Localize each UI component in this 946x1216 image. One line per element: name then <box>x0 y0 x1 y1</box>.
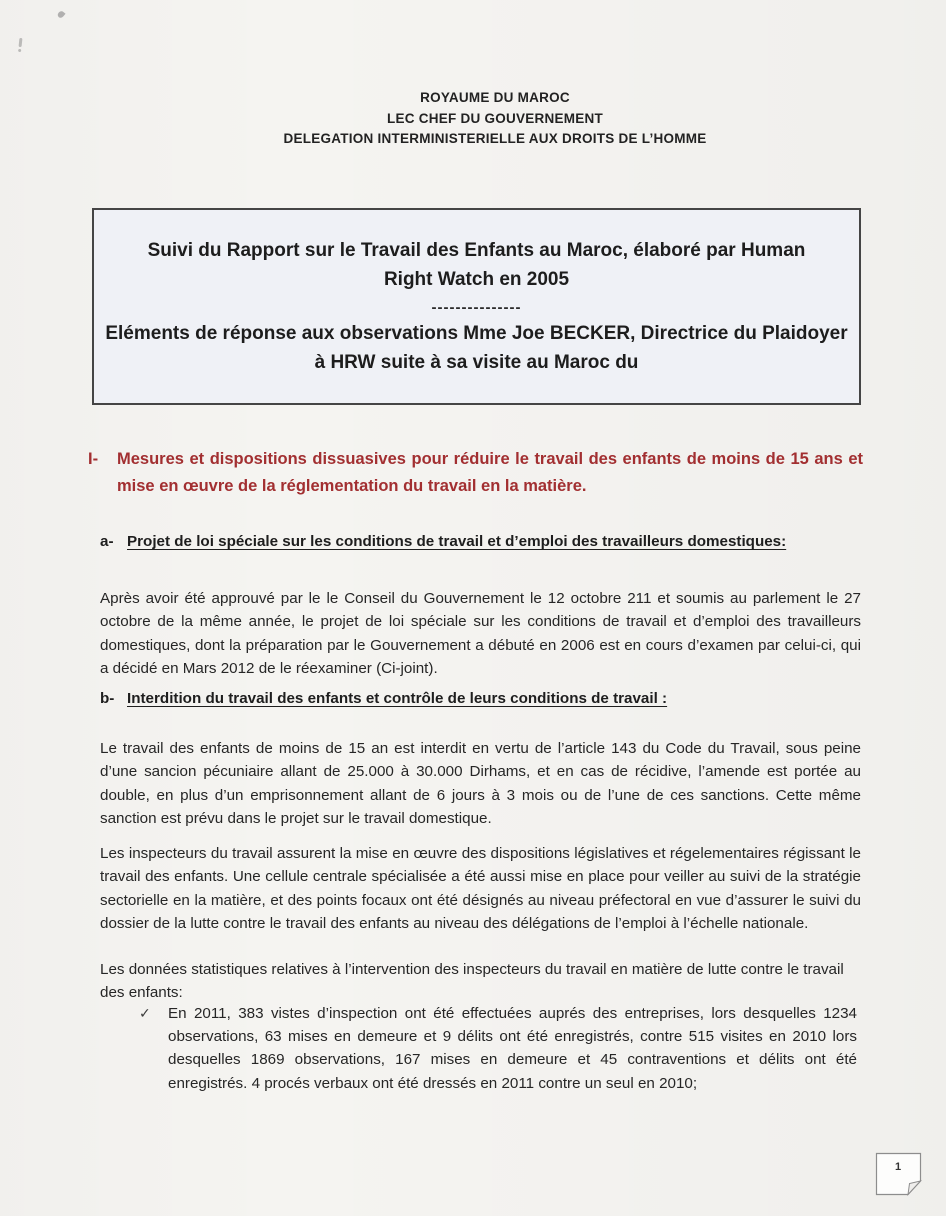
paragraph-b3: Les données statistiques relatives à l’intervention des inspecteurs du travail en matière de lutte contre le travail des enfants: <box>100 961 844 1002</box>
subsection-a-marker: a- <box>100 533 114 550</box>
page-number: 1 <box>894 1161 902 1173</box>
section-1-heading <box>88 446 863 500</box>
subsection-b-heading <box>100 688 862 710</box>
paragraph-b1: Le travail des enfants de moins de 15 an est interdit en vertu de l’article 143 du Code du Travail, sous peine d’une sancion pécuniaire allant de 25.000 à 30.000 Dirhams, et en cas de récidive, l’amende est portée au double, en plus d’un emprisonnement allant de 6 jours à 3 mois ou de l’une de ces sanctions. Cette même sanction est prévu dans le projet sur le travail domestique. <box>100 740 861 827</box>
subsection-a-heading-text: Projet de loi spéciale sur les conditions de travail et d’emploi des travailleurs domestiques: <box>127 533 787 550</box>
title-box <box>92 208 861 405</box>
title-divider: --------------- <box>431 299 522 316</box>
scan-artifact <box>56 10 65 19</box>
paragraph-b2: Les inspecteurs du travail assurent la mise en œuvre des dispositions législatives et régelementaires régissant le travail des enfants. Une cellule centrale spécialisée a été aussi mise en place pour veiller au suivi de la stratégie sectorielle en la matière, et des points focaux ont été désignés au niveau préfectoral en vue d’assurer le suivi du dossier de la lutte contre le travail des enfants au niveau des délégations de l’emploi à l’échelle nationale. <box>100 845 861 932</box>
list-item <box>139 1002 857 1095</box>
letterhead-line-1: ROYAUME DU MAROC <box>420 90 570 105</box>
scan-artifact <box>19 38 23 47</box>
subsection-b-heading-text: Interdition du travail des enfants et contrôle de leurs conditions de travail : <box>127 690 668 707</box>
letterhead-line-2: LEC CHEF DU GOUVERNEMENT <box>386 110 603 126</box>
subsection-b-marker: b- <box>100 690 115 707</box>
paragraph-a: Après avoir été approuvé par le le Conseil du Gouvernement le 12 octobre 211 et soumis au parlement le 27 octobre de la même année, le projet de loi spéciale sur les conditions de travail et d’emploi des travailleurs domestiques, dont la préparation par le Gouvernement a débuté en 2006 est en cours d’examen par celui-ci, qui a décidé en Mars 2012 de le réexaminer (Ci-joint). <box>100 590 861 677</box>
check-icon: ✓ <box>139 1005 151 1021</box>
section-1-heading-text: Mesures et dispositions dissuasives pour réduire le travail des enfants de moins de 15 ans et mise en œuvre de la réglementation du travail en la matière. <box>117 450 863 495</box>
page-number-box <box>875 1152 925 1196</box>
section-1-marker: I- <box>88 450 99 468</box>
list-item-text: En 2011, 383 vistes d’inspection ont été effectuées auprés des entreprises, lors desquelles 1234 observations, 63 mises en demeure et 9 délits ont été enregistrés, contre 515 visites en 2010 lors desquelles 1869 observations, 167 mises en demeure et 45 contraventions et délits ont été enregistrés. 4 procés verbaux ont été dressés en 2011 contre un seul en 2010; <box>168 1005 857 1092</box>
letterhead-line-3: DELEGATION INTERMINISTERIELLE AUX DROITS DE L’HOMME <box>283 131 707 146</box>
subsection-a-heading <box>100 531 862 553</box>
letterhead <box>22 88 946 150</box>
report-subtitle: Eléments de réponse aux observations Mme Joe BECKER, Directrice du Plaidoyer à HRW suite à sa visite au Maroc du <box>105 323 848 373</box>
page-corner-fold <box>875 1152 925 1196</box>
report-title: Suivi du Rapport sur le Travail des Enfants au Maroc, élaboré par Human Right Watch en 2005 <box>147 240 806 290</box>
